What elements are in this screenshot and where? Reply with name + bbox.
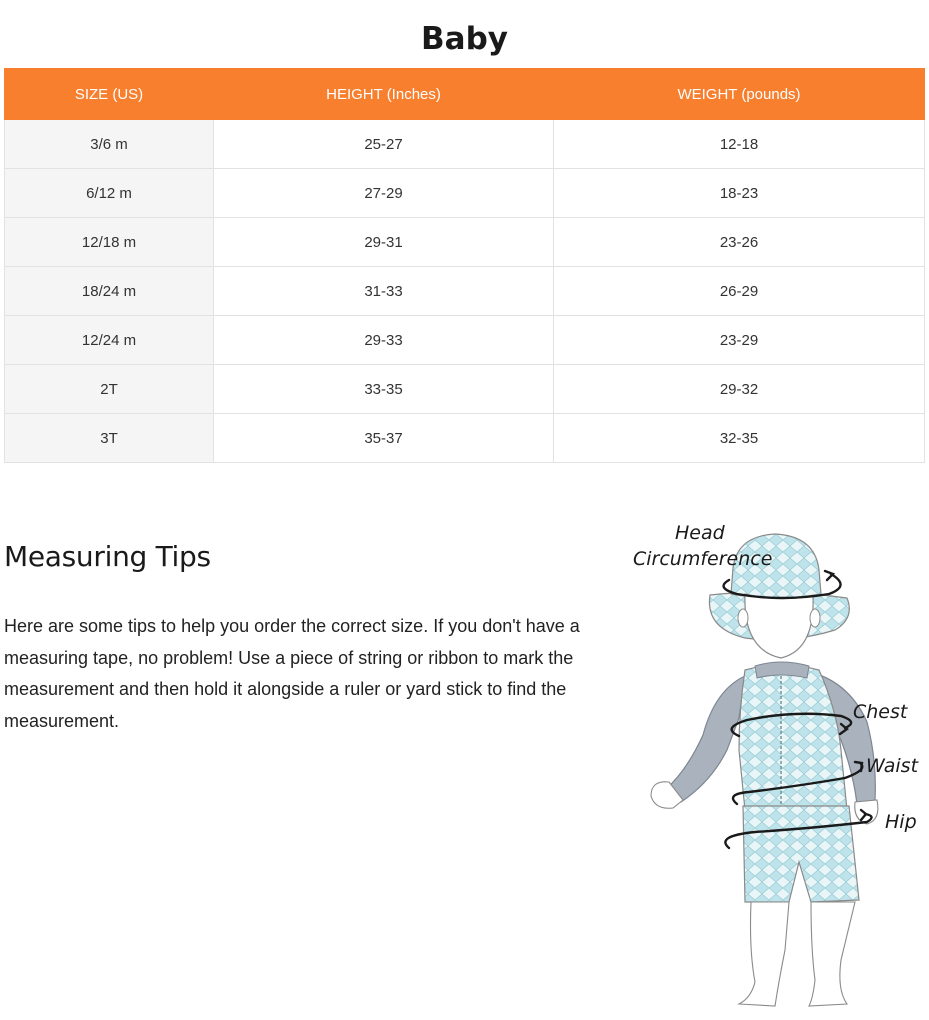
weight-cell: 18-23 — [554, 169, 925, 218]
size-cell: 12/18 m — [5, 218, 214, 267]
header-size: SIZE (US) — [5, 69, 214, 120]
hip-label: Hip — [885, 811, 917, 833]
weight-cell: 23-29 — [554, 316, 925, 365]
size-cell: 6/12 m — [5, 169, 214, 218]
table-row — [5, 169, 925, 218]
right-hand — [855, 800, 878, 824]
size-cell: 12/24 m — [5, 316, 214, 365]
right-leg — [809, 902, 855, 1006]
table-row — [5, 365, 925, 414]
chest-label: Chest — [853, 701, 908, 723]
table-row — [5, 120, 925, 169]
measuring-tips-heading: Measuring Tips — [4, 540, 211, 573]
left-leg — [739, 902, 789, 1006]
waist-label: Waist — [866, 755, 919, 777]
page-title: Baby — [421, 20, 508, 57]
measuring-tips-text: Here are some tips to help you order the correct size. If you don't have a measuring tape, no problem! Use a piece of string or ribbon to mark the measurement and then hold it alongside a ruler or yard stick to find the measurement. — [4, 616, 580, 731]
left-sleeve — [667, 676, 745, 802]
height-cell: 29-31 — [214, 218, 554, 267]
height-cell: 29-33 — [214, 316, 554, 365]
head-label-line1: Head — [675, 522, 725, 544]
header-row — [5, 69, 925, 120]
size-cell: 3/6 m — [5, 120, 214, 169]
size-chart-table — [4, 68, 925, 463]
size-cell: 2T — [5, 365, 214, 414]
weight-cell: 29-32 — [554, 365, 925, 414]
shorts — [743, 806, 859, 902]
weight-cell: 23-26 — [554, 218, 925, 267]
height-cell: 35-37 — [214, 414, 554, 463]
header-height: HEIGHT (Inches) — [214, 69, 554, 120]
height-cell: 31-33 — [214, 267, 554, 316]
header-weight: WEIGHT (pounds) — [554, 69, 925, 120]
weight-cell: 12-18 — [554, 120, 925, 169]
size-chart-body — [5, 120, 925, 463]
table-row — [5, 316, 925, 365]
table-row — [5, 218, 925, 267]
table-row — [5, 414, 925, 463]
weight-cell: 26-29 — [554, 267, 925, 316]
size-cell: 18/24 m — [5, 267, 214, 316]
measurement-illustration — [615, 510, 929, 1020]
face — [745, 594, 813, 658]
table-row — [5, 267, 925, 316]
weight-cell: 32-35 — [554, 414, 925, 463]
height-cell: 27-29 — [214, 169, 554, 218]
size-chart-header — [5, 69, 925, 120]
height-cell: 33-35 — [214, 365, 554, 414]
size-cell: 3T — [5, 414, 214, 463]
height-cell: 25-27 — [214, 120, 554, 169]
head-label-line2: Circumference — [633, 548, 773, 570]
